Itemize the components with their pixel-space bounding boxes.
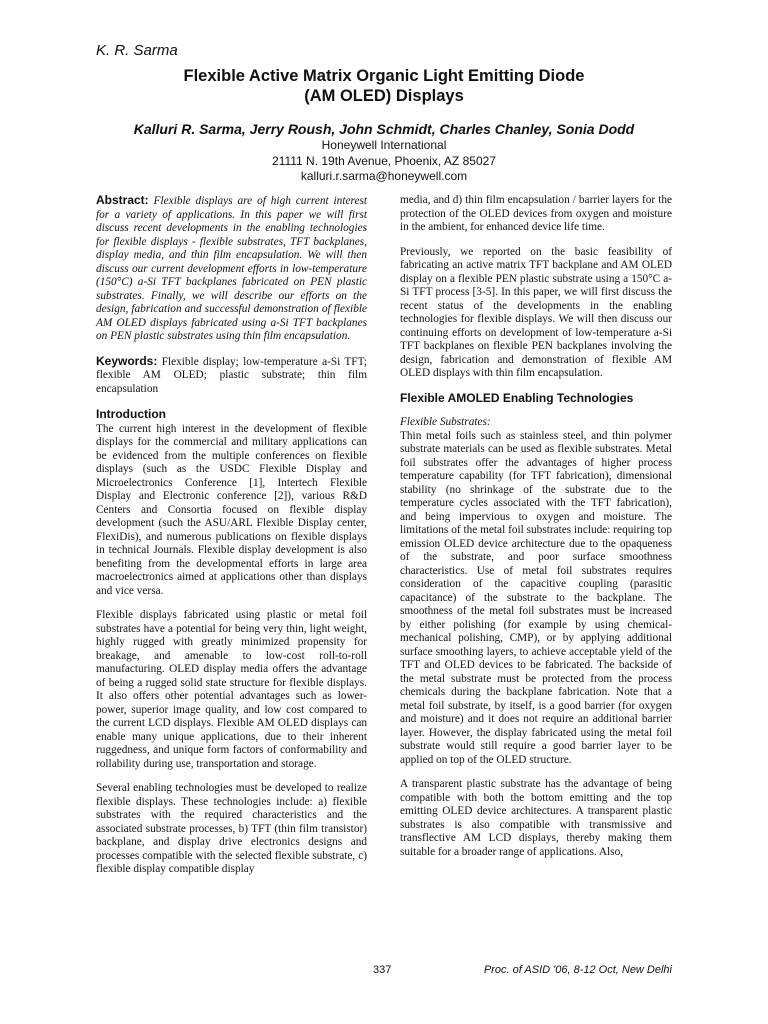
section-heading: Flexible AMOLED Enabling Technologies (400, 390, 634, 405)
email: kalluri.r.sarma@honeywell.com (300, 169, 468, 183)
left-column (96, 194, 367, 888)
page-number: 337 (373, 964, 392, 976)
right-paragraph-3: Thin metal foils such as stainless steel, and thin polymer substrate materials can be used as flexible substrates. Metal foil substrates offer the advantages of higher process temperature capability (for TFT fabrication), dimensional stability (no shrinkage of the substrate due to the temperature cycles associated with the TFT fabrication), and being impervious to oxygen and moisture. The limitations of the metal foil substrates include: requiring top emission OLED device architecture due to the opaqueness of the substrate, and poor surface smoothness characteristics. Use of metal foil substrates requires consideration of the capacitive coupling (parasitic capacitance) of the substrate to the backplane. The smoothness of the metal foil substrates must be increased by either polishing (for example by using chemical-mechanical polishing, CMP), or by applying additional surface smoothing layers, to achieve acceptable yield of the TFT and OLED devices to be fabricated. The backside of the metal substrate must be protected from the process chemicals during the backplane fabrication. Note that a metal foil substrate, by itself, is a good barrier (for oxygen and moisture) and it does not require an additional barrier layer. However, the display fabricated using the metal foil substrate would still require a good barrier layer to be applied on top of the OLED structure. (400, 429, 672, 766)
intro-paragraph-1: The current high interest in the development of flexible displays for the commercial and military applications can be evidenced from the multiple conferences on flexible displays (such as the USDC Flexible Display and Microelectronics Conference [1], Intertech Flexible Display and Electronic conference [2]), various R&D Centers and Consortia focused on flexible display development (such the ASU/ARL Flexible Display center, FlexiDis), and numerous publications on flexible displays in technical Journals. Flexible display development is also benefiting from the developmental efforts in large area macroelectronics aimed at applications other than displays and vice versa. (96, 422, 367, 597)
subsection-heading: Flexible Substrates: (400, 416, 491, 428)
keywords-text: Flexible display; low-temperature a-Si TFT; flexible AM OLED; plastic substrate; thin film encapsulation (96, 355, 367, 395)
keywords-label: Keywords: (96, 353, 158, 368)
title-line-2: (AM OLED) Displays (304, 87, 464, 105)
right-column (400, 194, 672, 870)
introduction-heading: Introduction (96, 407, 166, 421)
affiliation: Honeywell International (321, 138, 447, 152)
intro-paragraph-2: Flexible displays fabricated using plastic or metal foil substrates have a potential for being very thin, light weight, highly rugged with greatly minimized propensity for breakage, and amenable to low-cost roll-to-roll manufacturing. OLED display media offers the advantage of being a rugged solid state structure for flexible displays. It also offers other potential advantages such as lower-power, superior image quality, and low cost compared to the current LCD displays. Flexible AM OLED displays can enable many unique applications, due to their inherent ruggedness, and unique form factors of conformability and rollability during use, transportation and storage. (96, 609, 367, 770)
intro-paragraph-3: Several enabling technologies must be developed to realize flexible displays. These technologies include: a) flexible substrates with the required characteristics and the associated substrate processes, b) TFT (thin film transistor) backplane, and display drive electronics designs and processes compatible with the selected flexible substrate, c) flexible display compatible display (96, 782, 367, 875)
right-paragraph-4: A transparent plastic substrate has the advantage of being compatible with both the bottom emitting and the top emitting OLED device architectures. A transparent plastic substrates is also compatible with transmissive and transflective AM LCD displays, thereby making them suitable for a broader range of applications. Also, (400, 778, 672, 858)
abstract (96, 194, 367, 344)
paper-title (96, 66, 672, 106)
right-paragraph-1: media, and d) thin film encapsulation / barrier layers for the protection of the OLED devices from oxygen and moisture in the ambient, for enhanced device life time. (400, 194, 672, 233)
title-line-1: Flexible Active Matrix Organic Light Emitting Diode (183, 67, 585, 85)
author-list: Kalluri R. Sarma, Jerry Roush, John Schmidt, Charles Chanley, Sonia Dodd (133, 121, 635, 137)
running-head: K. R. Sarma (96, 42, 178, 59)
keywords (96, 355, 367, 397)
abstract-text: Flexible displays are of high current interest for a variety of applications. In this paper we will first discuss recent developments in the enabling technologies for flexible displays - flexible substrates, TFT backplanes, display media, and thin film encapsulation. We will then discuss our current development efforts in low-temperature (150°C) a-Si TFT backplanes fabricated on PEN plastic substrates. Finally, we will describe our efforts on the design, fabrication and successful demonstration of flexible AM OLED displays fabricated using a-Si TFT backplanes on PEN plastic substrates using thin film encapsulation. (96, 195, 368, 342)
address: 21111 N. 19th Avenue, Phoenix, AZ 85027 (272, 153, 496, 168)
affiliation-block (96, 138, 672, 185)
abstract-label: Abstract: (96, 193, 149, 207)
proceedings-citation: Proc. of ASID '06, 8-12 Oct, New Delhi (483, 964, 672, 976)
right-paragraph-2: Previously, we reported on the basic feasibility of fabricating an active matrix TFT backplane and AM OLED display on a flexible PEN plastic substrate using a 150°C a-Si TFT process [3-5]. In this paper, we will first discuss the recent status of the developments in the enabling technologies for flexible displays. We will then discuss our continuing efforts on development of low-temperature a-Si TFT backplanes on flexible PEN backplanes involving the design, fabrication and demonstration of flexible AM OLED displays with thin film encapsulation. (400, 245, 672, 379)
